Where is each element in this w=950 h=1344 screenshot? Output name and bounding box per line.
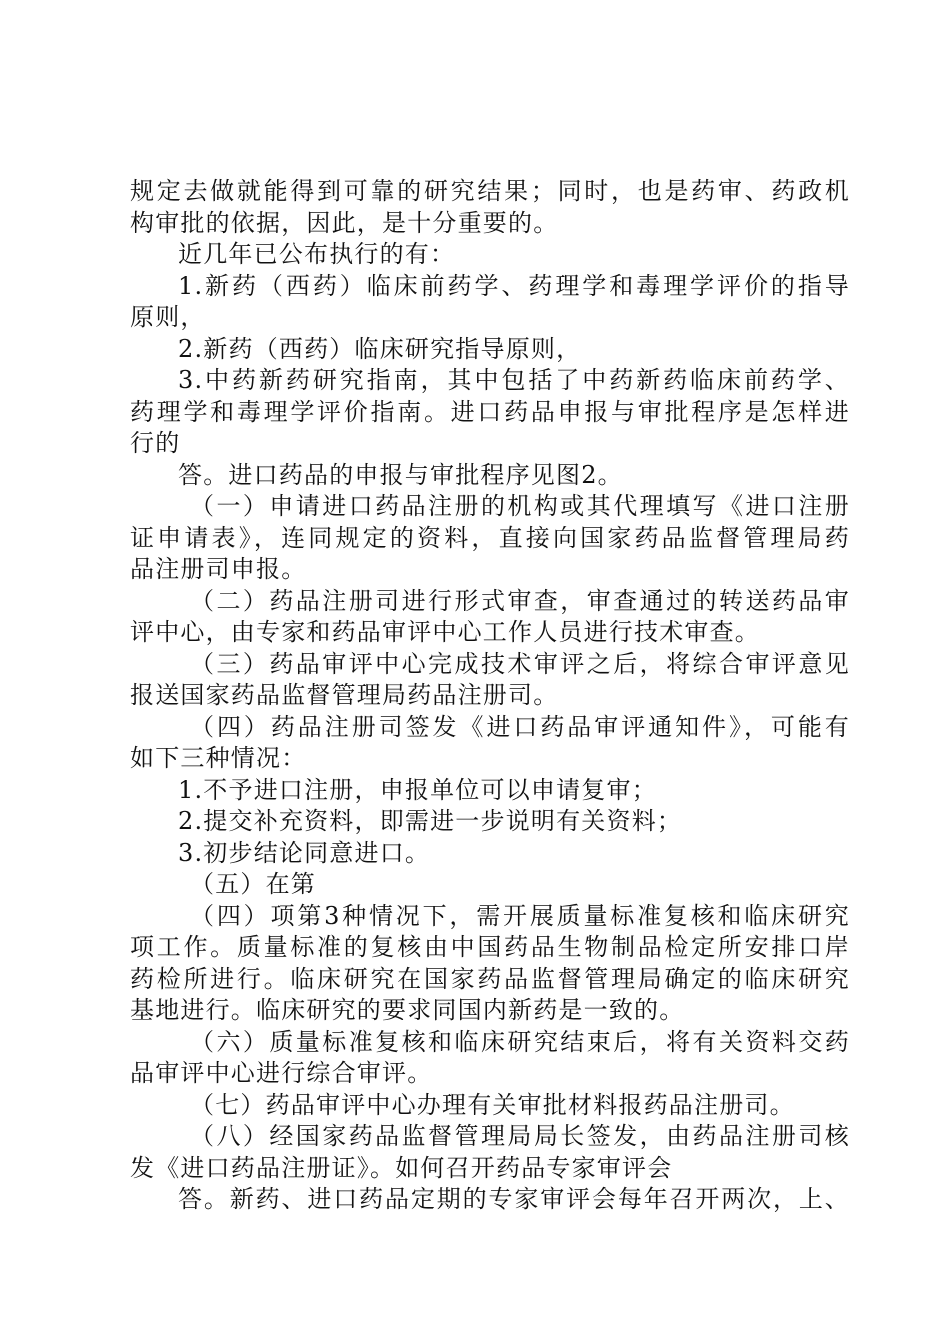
text-line: 项工作。质量标准的复核由中国药品生物制品检定所安排口岸 <box>130 933 850 961</box>
text-line: 2.提交补充资料，即需进一步说明有关资料； <box>178 807 683 835</box>
text-line: （六）质量标准复核和临床研究结束后，将有关资料交药 <box>190 1027 850 1056</box>
text-line: （七）药品审评中心办理有关审批材料报药品注册司。 <box>190 1090 795 1119</box>
text-line: （二）药品注册司进行形式审查，审查通过的转送药品审 <box>190 586 850 615</box>
text-line: 基地进行。临床研究的要求同国内新药是一致的。 <box>130 996 685 1024</box>
text-line: 原则， <box>130 303 206 331</box>
text-line: 发《进口药品注册证》。如何召开药品专家审评会 <box>130 1153 673 1182</box>
text-line: 品注册司申报。 <box>130 555 307 583</box>
text-line: 构审批的依据，因此，是十分重要的。 <box>130 208 559 237</box>
text-line: 答。进口药品的申报与审批程序见图2。 <box>178 460 623 489</box>
text-line: 证申请表》，连同规定的资料，直接向国家药品监督管理局药 <box>130 523 850 552</box>
text-line: 药理学和毒理学评价指南。进口药品申报与审批程序是怎样进 <box>130 397 850 426</box>
text-line: 2.新药（西药）临床研究指导原则， <box>178 334 582 363</box>
document-body <box>130 176 850 1216</box>
text-line: 近几年已公布执行的有： <box>178 240 456 268</box>
text-line: 评中心，由专家和药品审评中心工作人员进行技术审查。 <box>130 618 760 646</box>
text-line: （八）经国家药品监督管理局局长签发，由药品注册司核 <box>190 1122 850 1150</box>
text-line: （一）申请进口药品注册的机构或其代理填写《进口注册 <box>190 492 850 520</box>
text-line: （五）在第 <box>190 870 316 898</box>
text-line: 如下三种情况： <box>130 744 307 772</box>
text-line: 答。新药、进口药品定期的专家审评会每年召开两次，上、 <box>178 1185 850 1213</box>
text-line: 品审评中心进行综合审评。 <box>130 1059 433 1087</box>
text-line: 1.不予进口注册，申报单位可以申请复审； <box>178 775 657 804</box>
text-line: 行的 <box>130 429 181 457</box>
text-line: 1.新药（西药）临床前药学、药理学和毒理学评价的指导 <box>178 271 850 300</box>
text-line: 规定去做就能得到可靠的研究结果；同时，也是药审、药政机 <box>130 177 850 205</box>
text-line: （四）项第3种情况下，需开展质量标准复核和临床研究 <box>190 901 850 930</box>
text-line: 报送国家药品监督管理局药品注册司。 <box>130 681 559 709</box>
text-line: 药检所进行。临床研究在国家药品监督管理局确定的临床研究 <box>130 964 850 993</box>
text-line: 3.中药新药研究指南，其中包括了中药新药临床前药学、 <box>178 366 850 394</box>
text-line: 3.初步结论同意进口。 <box>178 838 431 867</box>
text-line: （三）药品审评中心完成技术审评之后，将综合审评意见 <box>190 649 850 678</box>
text-line: （四）药品注册司签发《进口药品审评通知件》，可能有 <box>190 712 850 741</box>
